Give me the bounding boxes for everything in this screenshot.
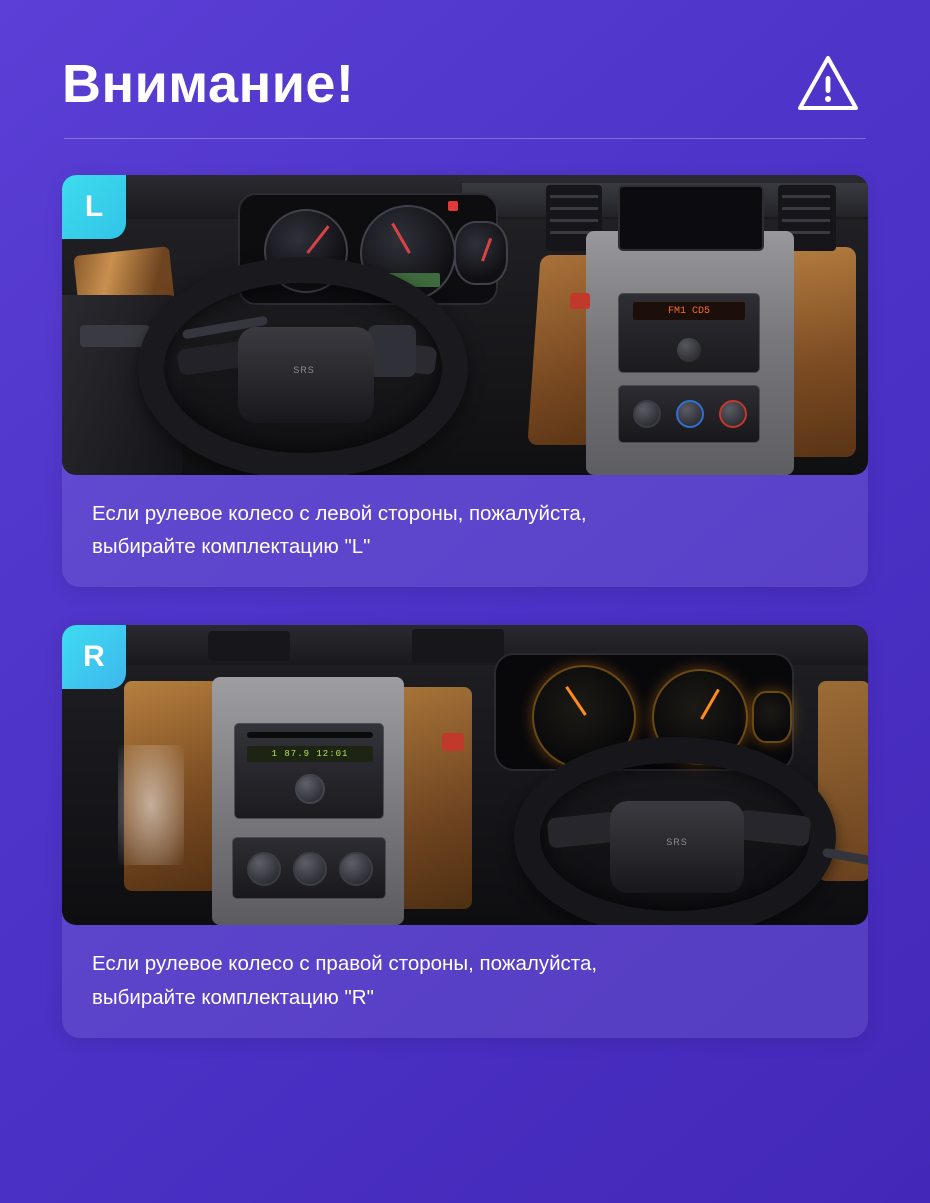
- fan-speed-knob-rhd: [247, 852, 281, 886]
- radio-display: FM1 CD5: [633, 302, 745, 320]
- caption-left: [62, 475, 868, 587]
- hazard-light-button-rhd: [442, 733, 464, 751]
- caption-left-line1: Если рулевое колесо с левой стороны, пожалуйста,: [92, 502, 587, 525]
- temperature-knob-rhd: [293, 852, 327, 886]
- climate-control-panel-rhd: [232, 837, 386, 899]
- door-switch-panel: [80, 325, 150, 347]
- radio-display-rhd: 1 87.9 12:01: [247, 746, 373, 762]
- caption-right-line2: выбирайте комплектацию "R": [92, 985, 374, 1009]
- badge-variant-l: L: [62, 175, 126, 239]
- cd-slot: [247, 732, 373, 738]
- header-divider: [64, 138, 866, 139]
- climate-control-panel: [618, 385, 760, 443]
- caption-left-line2: выбирайте комплектацию "L": [92, 535, 371, 559]
- airbag-label-rhd: SRS: [666, 837, 688, 848]
- caption-right: [62, 925, 868, 1037]
- steering-hub-airbag-rhd: [610, 801, 744, 893]
- card-right-hand-drive: [62, 625, 868, 1037]
- caption-right-line1: Если рулевое колесо с правой стороны, пожалуйста,: [92, 952, 598, 976]
- airbag-label: SRS: [293, 365, 315, 375]
- badge-variant-r: R: [62, 625, 126, 689]
- air-vent-top-right: [412, 629, 504, 663]
- image-rhd-dashboard: [62, 625, 868, 925]
- card-left-hand-drive: [62, 175, 868, 587]
- dash-info-screen: [618, 185, 764, 251]
- page-title: Внимание!: [62, 53, 355, 114]
- radio-volume-knob: [677, 338, 701, 362]
- warning-triangle-icon: [796, 52, 860, 116]
- air-mode-knob: [719, 400, 747, 428]
- hazard-light-button: [570, 293, 590, 309]
- head-unit-radio: [618, 293, 760, 373]
- steering-button-pad: [368, 325, 416, 377]
- image-lhd-dashboard: [62, 175, 868, 475]
- wood-trim-center-rhd: [394, 687, 472, 909]
- photo-wrap-rhd: [62, 625, 868, 925]
- fuel-gauge-dial-rhd: [752, 691, 792, 743]
- fan-speed-knob: [633, 400, 661, 428]
- air-vent-top-left: [208, 631, 290, 661]
- warning-lamp-icon: [448, 201, 458, 211]
- window-glare: [118, 745, 184, 865]
- temperature-knob: [676, 400, 704, 428]
- head-unit-radio-rhd: [234, 723, 384, 819]
- radio-volume-knob-rhd: [295, 774, 325, 804]
- fuel-gauge-dial: [454, 221, 508, 285]
- page-header: [62, 0, 868, 138]
- photo-wrap-lhd: [62, 175, 868, 475]
- air-mode-knob-rhd: [339, 852, 373, 886]
